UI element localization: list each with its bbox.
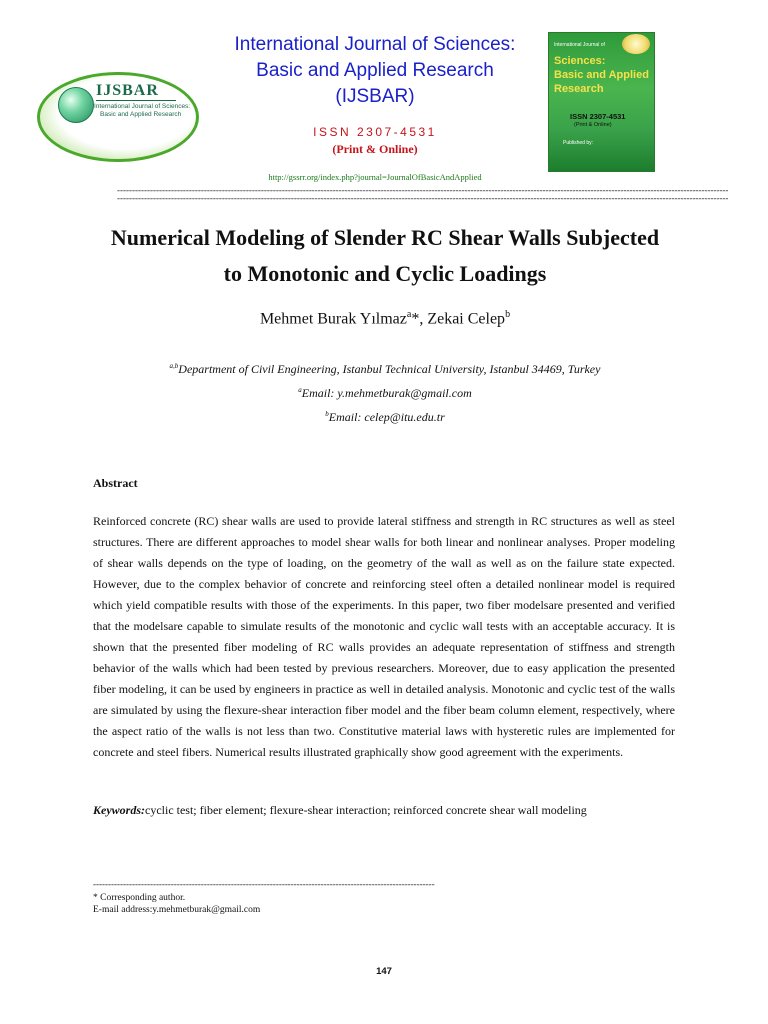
cover-issn: ISSN 2307-4531 [570, 112, 626, 121]
corresponding-mark: *, [411, 310, 428, 328]
cover-title [554, 54, 652, 96]
issn: ISSN 2307-4531 [313, 125, 437, 139]
paper-title-line2: to Monotonic and Cyclic Loadings [223, 261, 547, 286]
journal-title-line1: International Journal of Sciences: [234, 34, 516, 55]
journal-url[interactable]: http://gssrr.org/index.php?journal=JournalOfBasicAndApplied [268, 172, 482, 182]
header-divider: ------------------------------------------------------------------------------------------------------------------------------------------------------------------------------------------------------------ ------------------------------------------------------------------------------------------------------------------------------------------------------------------------------------------------------------ [117, 185, 729, 203]
affiliations [90, 356, 680, 428]
author-superscript: b [505, 309, 511, 320]
email-superscript: a [298, 386, 302, 394]
email-text: Email: celep@itu.edu.tr [328, 410, 445, 424]
cover-badge-icon [622, 34, 650, 54]
abstract-heading: Abstract [93, 476, 138, 490]
cover-title-line3: Research [554, 83, 604, 95]
journal-title [170, 32, 580, 110]
email-line-b [90, 404, 680, 428]
author-name: Mehmet Burak Yılmaz [259, 310, 407, 328]
cover-title-line2: Basic and Applied [554, 69, 649, 81]
author-name: Zekai Celep [427, 310, 506, 328]
logo-subtitle-line2: Basic and Applied Research [100, 111, 182, 118]
globe-icon [58, 87, 94, 123]
authors [100, 309, 670, 328]
cover-title-line1: Sciences: [554, 55, 606, 67]
paper-title [60, 220, 710, 292]
cover-top-text: International Journal of [554, 42, 605, 48]
footnote-email: E-mail address:y.mehmetburak@gmail.com [93, 905, 261, 915]
affiliation-text: Department of Civil Engineering, Istanbul Technical University, Istanbul 34469, Turkey [178, 362, 601, 376]
keywords-label: Keywords: [93, 803, 145, 817]
keywords [93, 803, 675, 818]
author-superscript: a [406, 309, 412, 320]
logo-acronym: IJSBAR [96, 82, 159, 99]
journal-title-line3: (IJSBAR) [335, 86, 415, 107]
email-superscript: b [325, 410, 329, 418]
cover-published-by: Published by: [563, 140, 594, 146]
paper-title-line1: Numerical Modeling of Slender RC Shear Walls Subjected [110, 225, 660, 250]
footnote-corresponding: * Corresponding author. [93, 893, 186, 903]
page-number: 147 [376, 966, 392, 977]
email-line-a [90, 380, 680, 404]
footnote-divider: ------------------------------------------------------------------------------------------------------------------ [93, 879, 435, 889]
logo-subtitle-line1: International Journal of Sciences: [94, 103, 191, 110]
keywords-text: cyclic test; fiber element; flexure-shear interaction; reinforced concrete shear wall modeling [145, 803, 587, 817]
email-text: Email: y.mehmetburak@gmail.com [301, 386, 472, 400]
affiliation-line [90, 356, 680, 380]
print-online-label: (Print & Online) [332, 142, 418, 156]
abstract-body: Reinforced concrete (RC) shear walls are used to provide lateral stiffness and strength in RC structures as well as steel structures. There are different approaches to model shear walls for both linear and nonlinear analyses. Proper modeling of shear walls depends on the type of loading, on the geometry of the wall as well as on the failure state expected. However, due to the complex behavior of concrete and reinforcing steel often a detailed nonlinear model is required which yield compatible results with those of the experiments. In this paper, two fiber modelsare presented and verified that the modelsare capable to simulate results of the monotonic and cyclic wall tests with an acceptable accuracy. It is shown that the presented fiber modeling of RC walls provides an adequate representation of stiffness and strength behavior of the walls which had been tested by previous researchers. Moreover, due to easy application the presented fiber modeling, it can be used by engineers in practice as well in detailed analysis. Monotonic and cyclic test of the walls are simulated by using the flexure-shear interaction fiber model and the fiber beam column element, respectively, where the aspect ratio of the walls is not less than two. Constitutive material laws with hysteretic rules are implemented for concrete and steel fibers. Numerical results illustrated graphically show good agreement with the experiments. [93, 514, 675, 759]
logo-divider [96, 100, 176, 101]
journal-title-line2: Basic and Applied Research [256, 60, 494, 81]
cover-print: (Print & Online) [574, 122, 612, 128]
affiliation-superscript: a,b [169, 362, 179, 370]
